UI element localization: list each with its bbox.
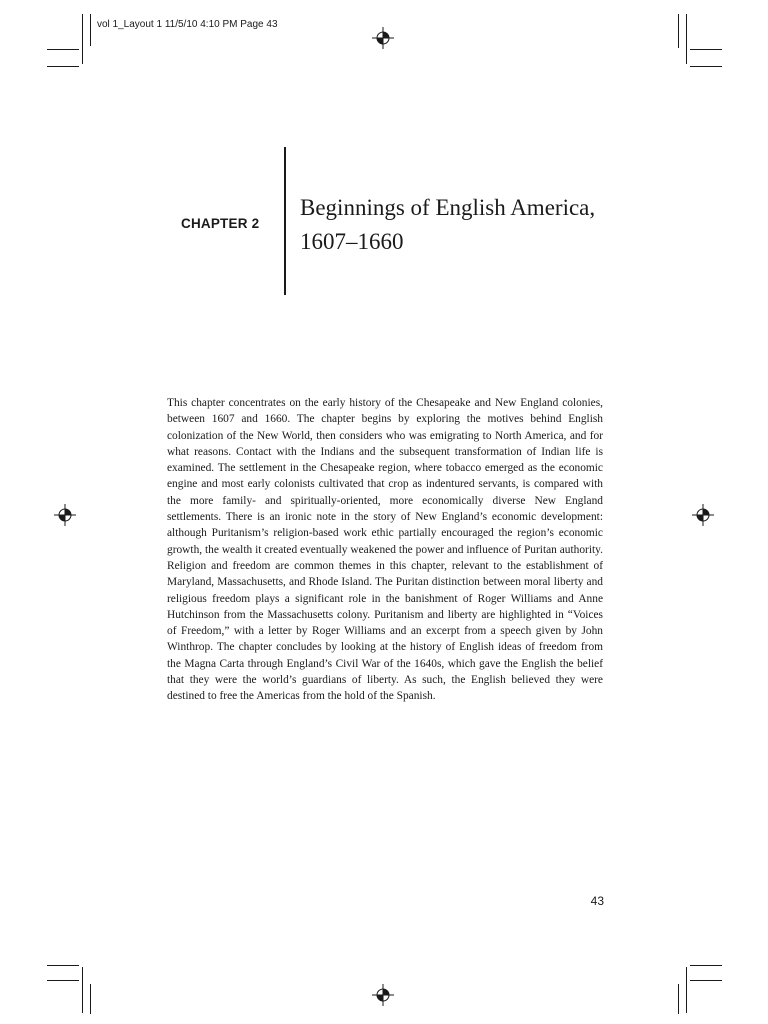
crop-mark-icon bbox=[47, 66, 79, 67]
crop-mark-icon bbox=[686, 14, 687, 64]
chapter-summary: This chapter concentrates on the early history of the Chesapeake and New England colonies, between 1607 and 1660. The chapter begins by exploring the motives behind English colonization of the New World, then considers who was emigrating to North America, and for what reasons. Contact with the Indians and the subsequent transformation of Indian life is examined. The settlement in the Chesapeake region, where tobacco emerged as the economic engine and most early colonists cultivated that crop as indentured servants, is compared with the more family- and spiritually-oriented, more economically diverse New England settlements. There is an ironic note in the story of New England’s economic development: although Puritanism’s religion-based work ethic partially encouraged the region’s economic growth, the wealth it created eventually weakened the power and influence of Puritan authority. Religion and freedom are common themes in this chapter, relevant to the establishment of Maryland, Massachusetts, and Rhode Island. The Puritan distinction between moral liberty and religious freedom plays a significant role in the banishment of Roger Williams and Anne Hutchinson from the Massachusetts colony. Puritanism and liberty are highlighted in “Voices of Freedom,” with a letter by Roger Williams and an excerpt from a speech given by John Winthrop. The chapter concludes by looking at the history of English ideas of freedom from the Magna Carta through England’s Civil War of the 1640s, which gave the English the belief that they were the world’s guardians of liberty. As such, the English believed they were destined to free the Americas from the hold of the Spanish. bbox=[167, 397, 603, 703]
crop-mark-icon bbox=[678, 984, 679, 1014]
chapter-title-line-1: Beginnings of English America, bbox=[300, 195, 596, 220]
crop-mark-icon bbox=[82, 14, 83, 64]
crop-mark-icon bbox=[47, 49, 79, 50]
slug-line: vol 1_Layout 1 11/5/10 4:10 PM Page 43 bbox=[97, 19, 278, 30]
chapter-label: CHAPTER 2 bbox=[181, 216, 260, 231]
crop-mark-icon bbox=[47, 965, 79, 966]
crop-mark-icon bbox=[47, 980, 79, 981]
crop-mark-icon bbox=[686, 967, 687, 1013]
crop-mark-icon bbox=[690, 965, 722, 966]
crop-mark-icon bbox=[90, 984, 91, 1014]
registration-target-icon bbox=[54, 504, 76, 526]
registration-target-icon bbox=[692, 504, 714, 526]
crop-mark-icon bbox=[90, 14, 91, 46]
chapter-divider bbox=[284, 147, 286, 295]
chapter-title bbox=[300, 191, 630, 259]
chapter-title-line-2: 1607–1660 bbox=[300, 229, 404, 254]
crop-mark-icon bbox=[82, 967, 83, 1013]
crop-mark-icon bbox=[690, 980, 722, 981]
crop-mark-icon bbox=[678, 14, 679, 48]
registration-target-icon bbox=[372, 27, 394, 49]
crop-mark-icon bbox=[690, 66, 722, 67]
registration-target-icon bbox=[372, 984, 394, 1006]
page-number: 43 bbox=[590, 894, 604, 908]
crop-mark-icon bbox=[690, 49, 722, 50]
